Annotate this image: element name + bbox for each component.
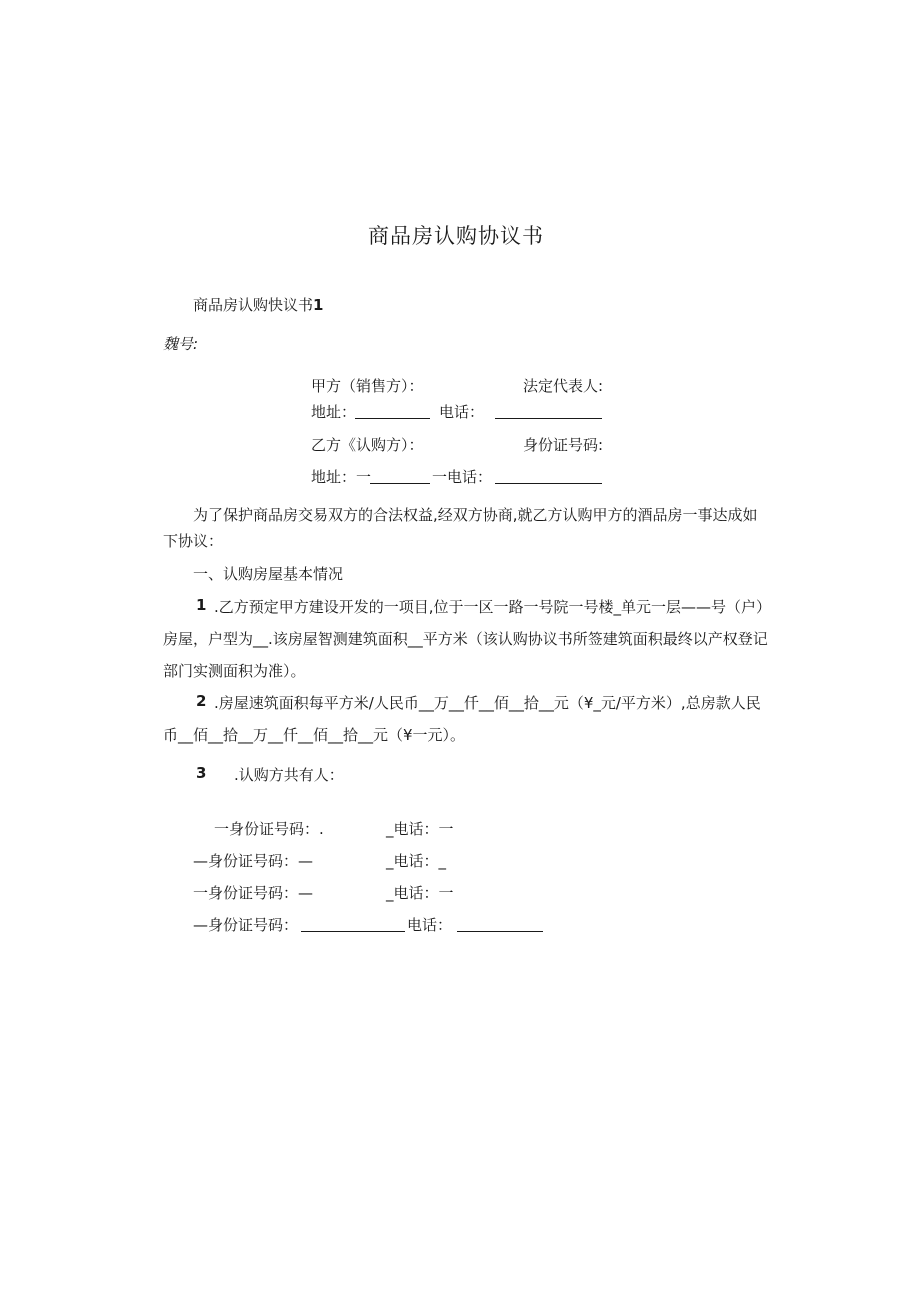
intro-line-2: 下协议： — [163, 532, 224, 550]
item-1-line-2: 房屋，户型为__.该房屋智测建筑面积__平方米（该认购协议书所签建筑面积最终以产权登记 — [163, 630, 768, 648]
address-b-label: 地址：一 — [311, 468, 372, 486]
document-subtitle — [193, 294, 323, 315]
section-1-heading: 一、认购房屋基本情况 — [193, 565, 344, 583]
item-2-number: 2 — [196, 692, 207, 710]
co-owner-4-id-blank — [301, 916, 405, 932]
co-owner-4-id-label: —身份证号码： — [193, 916, 299, 934]
item-3-text: .认购方共有人： — [234, 766, 344, 784]
address-b-blank — [370, 468, 430, 484]
party-b-label: 乙方《认购方）： — [311, 436, 424, 454]
party-a-label: 甲方（销售方）： — [311, 377, 424, 395]
co-owner-3-id-label: 一身份证号码：— — [193, 884, 314, 902]
item-1-line-1: .乙方预定甲方建设开发的一项目,位于一区一路一号院一号楼_单元一层——号（户） — [214, 598, 772, 616]
co-owner-3-phone-label: _电话：一 — [386, 884, 454, 902]
phone-b-label: 一电话： — [432, 468, 493, 486]
phone-a-blank — [495, 403, 602, 419]
address-a-label: 地址： — [311, 403, 357, 421]
co-owner-2-id-label: —身份证号码：— — [193, 852, 314, 870]
co-owner-1-phone-label: _电话：一 — [386, 820, 454, 838]
co-owner-4-phone-blank — [457, 916, 543, 932]
subtitle-number: 1 — [313, 296, 324, 314]
legal-rep-label: 法定代表人: — [523, 377, 604, 395]
address-a-blank — [355, 403, 430, 419]
phone-a-label: 电话： — [439, 403, 485, 421]
document-title: 商品房认购协议书 — [368, 224, 544, 248]
co-owner-1-id-label: 一身份证号码：. — [214, 820, 324, 838]
item-1-line-3: 部门实测面积为准）。 — [163, 662, 306, 680]
id-number-b-label: 身份证号码: — [523, 436, 604, 454]
intro-line-1: 为了保护商品房交易双方的合法权益,经双方协商,就乙方认购甲方的酒品房一事达成如 — [193, 506, 758, 524]
item-2-line-2: 币__佰__拾__万__仟__佰__拾__元（¥一元）。 — [163, 726, 466, 744]
item-2-line-1: .房屋速筑面积每平方米/人民币__万__仟__佰__拾__元（¥_元/平方米）,总房款人民 — [214, 694, 761, 712]
item-3-number: 3 — [196, 764, 207, 782]
phone-b-blank — [495, 468, 602, 484]
item-1-number: 1 — [196, 596, 207, 614]
subtitle-text: 商品房认购快议书 — [193, 296, 314, 314]
address-a-row — [311, 401, 356, 422]
co-owner-4-phone-label: 电话： — [407, 916, 453, 934]
serial-label: 魏号: — [163, 335, 199, 353]
co-owner-2-phone-label: _电话：_ — [386, 852, 447, 870]
